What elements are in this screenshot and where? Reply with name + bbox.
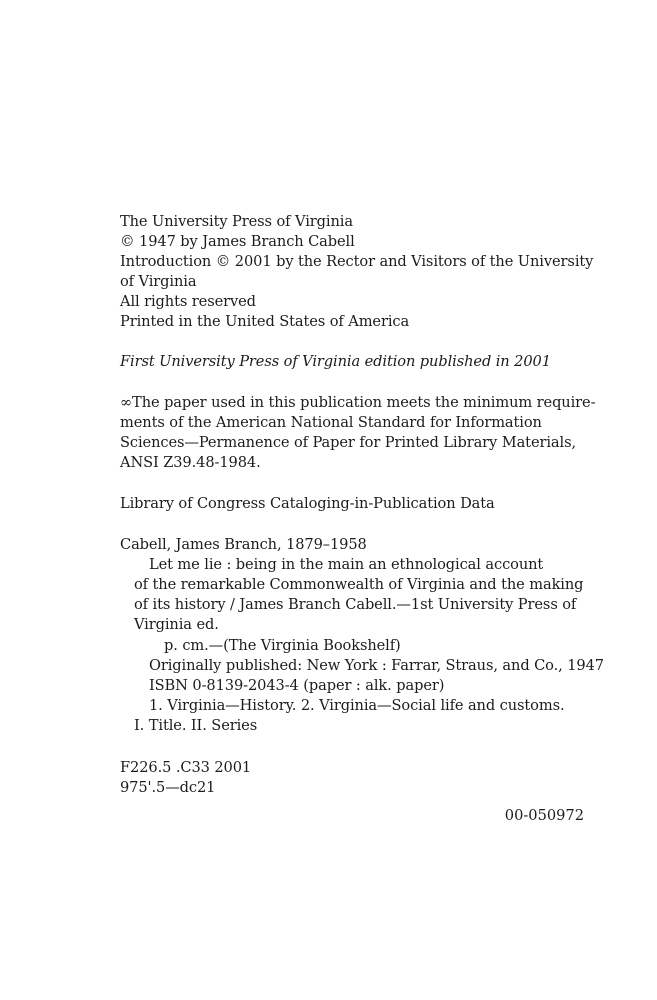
cip-author: Cabell, James Branch, 1879–1958 bbox=[120, 536, 367, 553]
cip-heading: Library of Congress Cataloging-in-Publication Data bbox=[120, 495, 495, 512]
cip-lccn: 00-050972 bbox=[504, 807, 584, 824]
paper-notice-line-1: ∞The paper used in this publication meets the minimum require- bbox=[120, 394, 596, 411]
cip-original-publication: Originally published: New York : Farrar, Straus, and Co., 1947 bbox=[149, 657, 604, 674]
cip-isbn: ISBN 0-8139-2043-4 (paper : alk. paper) bbox=[149, 677, 445, 694]
cip-title-line-4: Virginia ed. bbox=[134, 616, 219, 633]
cip-lc-classification: F226.5 .C33 2001 bbox=[120, 759, 252, 776]
cip-title-line-1: Let me lie : being in the main an ethnological account bbox=[149, 556, 544, 573]
paper-notice-line-2: ments of the American National Standard for Information bbox=[120, 414, 542, 431]
copyright-author-line: © 1947 by James Branch Cabell bbox=[120, 233, 355, 250]
cip-added-entries: I. Title. II. Series bbox=[134, 717, 258, 734]
cip-physical-description: p. cm.—(The Virginia Bookshelf) bbox=[164, 637, 401, 654]
paper-notice-line-3: Sciences—Permanence of Paper for Printed Library Materials, bbox=[120, 434, 577, 451]
introduction-copyright-line-1: Introduction © 2001 by the Rector and Visitors of the University bbox=[120, 253, 594, 270]
copyright-page bbox=[120, 0, 604, 1000]
cip-title-line-2: of the remarkable Commonwealth of Virginia and the making bbox=[134, 576, 584, 593]
cip-subjects: 1. Virginia—History. 2. Virginia—Social life and customs. bbox=[149, 697, 565, 714]
introduction-copyright-line-2: of Virginia bbox=[120, 273, 197, 290]
rights-line: All rights reserved bbox=[120, 293, 256, 310]
printed-line: Printed in the United States of America bbox=[120, 313, 410, 330]
publisher-line: The University Press of Virginia bbox=[120, 213, 353, 230]
cip-dewey-classification: 975'.5—dc21 bbox=[120, 779, 216, 796]
cip-title-line-3: of its history / James Branch Cabell.—1st University Press of bbox=[134, 596, 577, 613]
paper-notice-line-4: ANSI Z39.48-1984. bbox=[120, 454, 261, 471]
edition-line: First University Press of Virginia edition published in 2001 bbox=[120, 353, 551, 370]
